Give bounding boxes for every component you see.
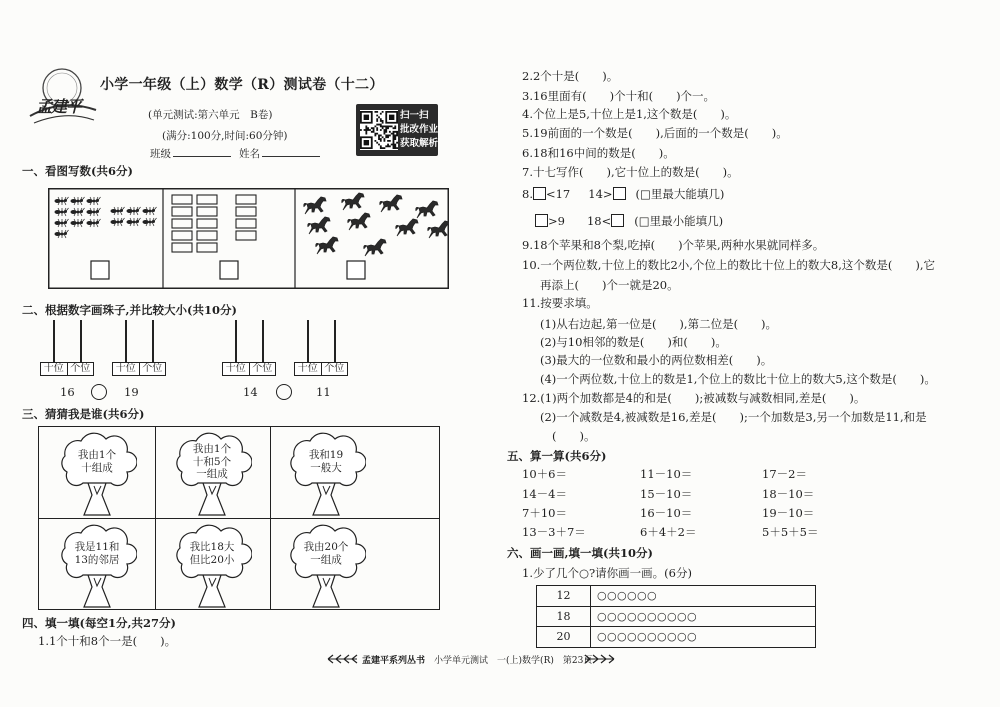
block-icon xyxy=(172,219,192,228)
ones-label: 个位 xyxy=(139,363,166,375)
block-icon xyxy=(172,207,192,216)
question-5: 5.19前面的一个数是( ),后面的一个数是( )。 xyxy=(522,126,788,140)
ant-icon xyxy=(111,207,125,215)
riddle-line: 十组成 xyxy=(81,461,113,474)
block-icon xyxy=(197,195,217,204)
riddle-line: 但比20小 xyxy=(189,553,235,566)
section-6-heading: 六、画一画,填一填(共10分) xyxy=(507,546,653,560)
question-8-row-1 xyxy=(522,186,724,202)
abacus-label xyxy=(40,362,94,376)
calc-item: 7＋10＝ xyxy=(522,506,567,520)
question-10-line-2: 再添上( )个一就是20。 xyxy=(540,278,679,292)
abacus-rod-ones xyxy=(80,320,82,362)
score-time-info: (满分:100分,时间:60分钟) xyxy=(162,130,288,142)
block-icon xyxy=(172,231,192,240)
name-blank xyxy=(262,147,320,157)
question-10-line-1: 10.一个两位数,十位上的数比2小,个位上的数比十位上的数大8,这个数是( ),它 xyxy=(522,258,936,272)
tree-icon xyxy=(57,522,137,610)
target-number: 18 xyxy=(537,607,591,627)
block-icon xyxy=(236,195,256,204)
riddle-line: 我由20个 xyxy=(303,541,349,553)
table-divider xyxy=(38,518,440,519)
question-7: 7.十七写作( ),它十位上的数是( )。 xyxy=(522,165,739,179)
riddle-line: 13的邻居 xyxy=(74,553,120,566)
question-note: (□里最大能填几) xyxy=(635,187,725,201)
block-icon xyxy=(197,207,217,216)
abacus xyxy=(112,320,166,376)
page-subtitle: (单元测试:第六单元 B卷) xyxy=(148,109,273,121)
abacus-rod-tens xyxy=(307,320,309,362)
tree-shape xyxy=(291,433,366,515)
abacus-rod-tens xyxy=(53,320,55,362)
fill-box xyxy=(533,187,546,200)
question-4: 4.个位上是5,十位上是1,这个数是( )。 xyxy=(522,107,737,121)
ant-icon xyxy=(87,208,101,216)
tree-trunk xyxy=(199,575,225,607)
abacus-label xyxy=(222,362,276,376)
horse-icon xyxy=(364,239,386,256)
tree-trunk xyxy=(84,575,110,607)
ant-icon xyxy=(87,219,101,227)
horse-icon xyxy=(348,213,370,230)
calc-item: 17－2＝ xyxy=(762,467,807,481)
fill-box xyxy=(613,187,626,200)
footer-text: 小学单元测试 一(上)数学(R) 第23页 xyxy=(434,656,593,666)
ant-icon xyxy=(55,219,69,227)
fill-box xyxy=(535,214,548,227)
compare-number: 16 xyxy=(60,385,75,399)
abacus-label xyxy=(294,362,348,376)
riddle-line: 我比18大 xyxy=(189,541,235,553)
qr-caption-line: 批改作业 xyxy=(400,124,439,135)
riddle-line: 一般大 xyxy=(310,461,342,474)
answer-box xyxy=(347,261,365,279)
tens-label: 十位 xyxy=(225,363,246,374)
tree-riddle xyxy=(63,449,131,474)
name-label: 姓名 xyxy=(239,148,260,160)
picture-count-panels xyxy=(48,188,449,289)
horse-icon xyxy=(380,195,402,212)
block-icon xyxy=(172,195,192,204)
question-note: (□里最小能填几) xyxy=(634,214,724,228)
calc-item: 16－10＝ xyxy=(640,506,693,520)
target-number: 12 xyxy=(537,586,591,607)
page-title: 小学一年级（上）数学（R）测试卷（十二） xyxy=(100,77,384,93)
calc-item: 14－4＝ xyxy=(522,487,567,501)
riddle-line: 我和19 xyxy=(308,449,344,461)
abacus-rod-tens xyxy=(125,320,127,362)
footer-series: 孟建平系列丛书 xyxy=(362,656,426,666)
horse-icon xyxy=(316,237,338,254)
inequality-text: 18< xyxy=(586,214,612,228)
question-1: 1.1个十和8个一是( )。 xyxy=(38,634,177,648)
abacus-rod-ones xyxy=(334,320,336,362)
logo-wordmark: 孟建平 xyxy=(36,97,82,116)
table-row xyxy=(537,626,815,647)
ant-icon xyxy=(127,207,141,215)
tree-riddle xyxy=(178,443,246,481)
tens-label: 十位 xyxy=(297,363,318,374)
ones-label: 个位 xyxy=(321,363,348,375)
answer-box xyxy=(220,261,238,279)
qr-code-panel xyxy=(356,104,438,156)
qr-caption-line: 获取解析 xyxy=(400,138,439,149)
calc-item: 11－10＝ xyxy=(640,467,693,481)
arrow-right-ornament-icon xyxy=(584,653,616,665)
question-2: 2.2个十是( )。 xyxy=(522,69,619,83)
section-3-heading: 三、猜猜我是谁(共6分) xyxy=(22,407,145,421)
abacus xyxy=(294,320,348,376)
circle-table xyxy=(536,585,816,648)
tens-label: 十位 xyxy=(43,363,64,374)
calc-item: 13－3＋7＝ xyxy=(522,525,586,539)
block-icon xyxy=(236,219,256,228)
horse-icon xyxy=(342,193,364,210)
tree-shape xyxy=(291,525,366,607)
drawn-circles: ○○○○○○ xyxy=(597,589,657,602)
block-icon xyxy=(197,231,217,240)
tens-label: 十位 xyxy=(115,363,136,374)
block-icon xyxy=(236,231,256,240)
tree-riddle xyxy=(292,541,360,566)
block-icon xyxy=(197,243,217,252)
horse-icon xyxy=(308,217,330,234)
tree-shape xyxy=(177,525,252,607)
compare-number: 14 xyxy=(243,385,258,399)
tree-riddle xyxy=(292,449,360,474)
horse-icon xyxy=(396,219,418,236)
compare-circle xyxy=(276,384,292,400)
section-5-heading: 五、算一算(共6分) xyxy=(507,449,607,463)
calc-item: 6＋4＋2＝ xyxy=(640,525,697,539)
tree-riddle xyxy=(63,541,131,566)
calc-item: 18－10＝ xyxy=(762,487,815,501)
abacus-rod-ones xyxy=(152,320,154,362)
qr-code-icon xyxy=(360,110,398,150)
ant-icon xyxy=(111,218,125,226)
section-1-heading: 一、看图写数(共6分) xyxy=(22,164,133,178)
tree-icon xyxy=(286,430,366,518)
question-11-part: (4)一个两位数,十位上的数是1,个位上的数比十位上的数大5,这个数是( )。 xyxy=(540,372,936,386)
answer-box xyxy=(91,261,109,279)
tree-icon xyxy=(57,430,137,518)
ant-icon xyxy=(143,207,157,215)
inequality-text: >9 xyxy=(548,214,565,228)
question-11-part: (2)与10相邻的数是( )和( )。 xyxy=(540,335,727,349)
table-row xyxy=(537,606,815,627)
inequality-text: <17 xyxy=(545,187,571,201)
tree-icon xyxy=(172,522,252,610)
question-11-part: (3)最大的一位数和最小的两位数相差( )。 xyxy=(540,353,773,367)
calc-item: 5＋5＋5＝ xyxy=(762,525,819,539)
tree-icon xyxy=(286,522,366,610)
question-number: 8. xyxy=(522,187,533,201)
tree-shape xyxy=(62,525,137,607)
abacus-label xyxy=(112,362,166,376)
question-12-part-1: 12.(1)两个加数都是4的和是( );被减数与减数相同,差是( )。 xyxy=(522,391,866,405)
class-name-line xyxy=(150,146,328,161)
question-11-part: (1)从右边起,第一位是( ),第二位是( )。 xyxy=(540,317,778,331)
abacus xyxy=(40,320,94,376)
ones-label: 个位 xyxy=(249,363,276,375)
horse-icon xyxy=(428,221,449,238)
compare-circle xyxy=(91,384,107,400)
tree-trunk xyxy=(199,483,225,515)
riddle-line: 十和5个 xyxy=(192,455,232,468)
block-icon xyxy=(197,219,217,228)
question-12-part-2-cont: ( )。 xyxy=(552,429,596,443)
ant-icon xyxy=(71,197,85,205)
brand-logo xyxy=(26,64,100,128)
calc-item: 15－10＝ xyxy=(640,487,693,501)
calc-item: 10＋6＝ xyxy=(522,467,567,481)
section-4-heading: 四、填一填(每空1分,共27分) xyxy=(22,616,176,630)
ones-label: 个位 xyxy=(67,363,94,375)
horse-icon xyxy=(304,197,326,214)
ant-picture xyxy=(55,197,157,238)
tree-trunk xyxy=(84,483,110,515)
ant-icon xyxy=(71,219,85,227)
qr-caption xyxy=(400,109,438,151)
ant-icon xyxy=(71,208,85,216)
tree-trunk xyxy=(313,575,339,607)
block-icon xyxy=(236,207,256,216)
riddle-line: 我由1个 xyxy=(192,443,232,455)
riddle-line: 一组成 xyxy=(310,553,342,566)
question-9: 9.18个苹果和8个梨,吃掉( )个苹果,两种水果就同样多。 xyxy=(522,238,825,252)
ant-icon xyxy=(55,197,69,205)
ant-icon xyxy=(127,218,141,226)
ant-icon xyxy=(143,218,157,226)
question-3: 3.16里面有( )个十和( )个一。 xyxy=(522,89,716,103)
ant-icon xyxy=(55,208,69,216)
riddle-line: 我由1个 xyxy=(77,449,117,461)
drawn-circles: ○○○○○○○○○○ xyxy=(597,630,697,643)
section-6-question-1: 1.少了几个○?请你画一画。(6分) xyxy=(522,566,692,580)
compare-number: 19 xyxy=(124,385,139,399)
block-picture xyxy=(172,195,256,252)
horse-picture xyxy=(304,193,449,256)
question-11-stem: 11.按要求填。 xyxy=(522,296,598,310)
tree-trunk xyxy=(313,483,339,515)
question-6: 6.18和16中间的数是( )。 xyxy=(522,146,675,160)
calc-item: 19－10＝ xyxy=(762,506,815,520)
abacus-rod-tens xyxy=(235,320,237,362)
fill-box xyxy=(611,214,624,227)
horse-icon xyxy=(416,201,438,218)
question-8-row-2 xyxy=(535,213,723,229)
qr-caption-line: 扫一扫 xyxy=(400,110,429,121)
drawn-circles: ○○○○○○○○○○ xyxy=(597,610,697,623)
table-row xyxy=(537,586,815,607)
question-12-part-2: (2)一个减数是4,被减数是16,差是( );一个加数是3,另一个加数是11,和是 xyxy=(540,410,927,424)
abacus-rod-ones xyxy=(262,320,264,362)
section-2-heading: 二、根据数字画珠子,并比较大小(共10分) xyxy=(22,303,237,317)
class-blank xyxy=(173,147,231,157)
compare-number: 11 xyxy=(316,385,331,399)
tree-riddle xyxy=(178,541,246,566)
tree-shape xyxy=(62,433,137,515)
inequality-text: 14> xyxy=(588,187,613,201)
target-number: 20 xyxy=(537,627,591,647)
arrow-left-ornament-icon xyxy=(326,653,358,665)
riddle-line: 我是11和 xyxy=(74,541,120,553)
ant-icon xyxy=(87,197,101,205)
riddle-line: 一组成 xyxy=(196,468,228,480)
abacus xyxy=(222,320,276,376)
class-label: 班级 xyxy=(150,148,171,160)
ant-icon xyxy=(55,230,69,238)
block-icon xyxy=(172,243,192,252)
page-footer xyxy=(362,653,592,666)
